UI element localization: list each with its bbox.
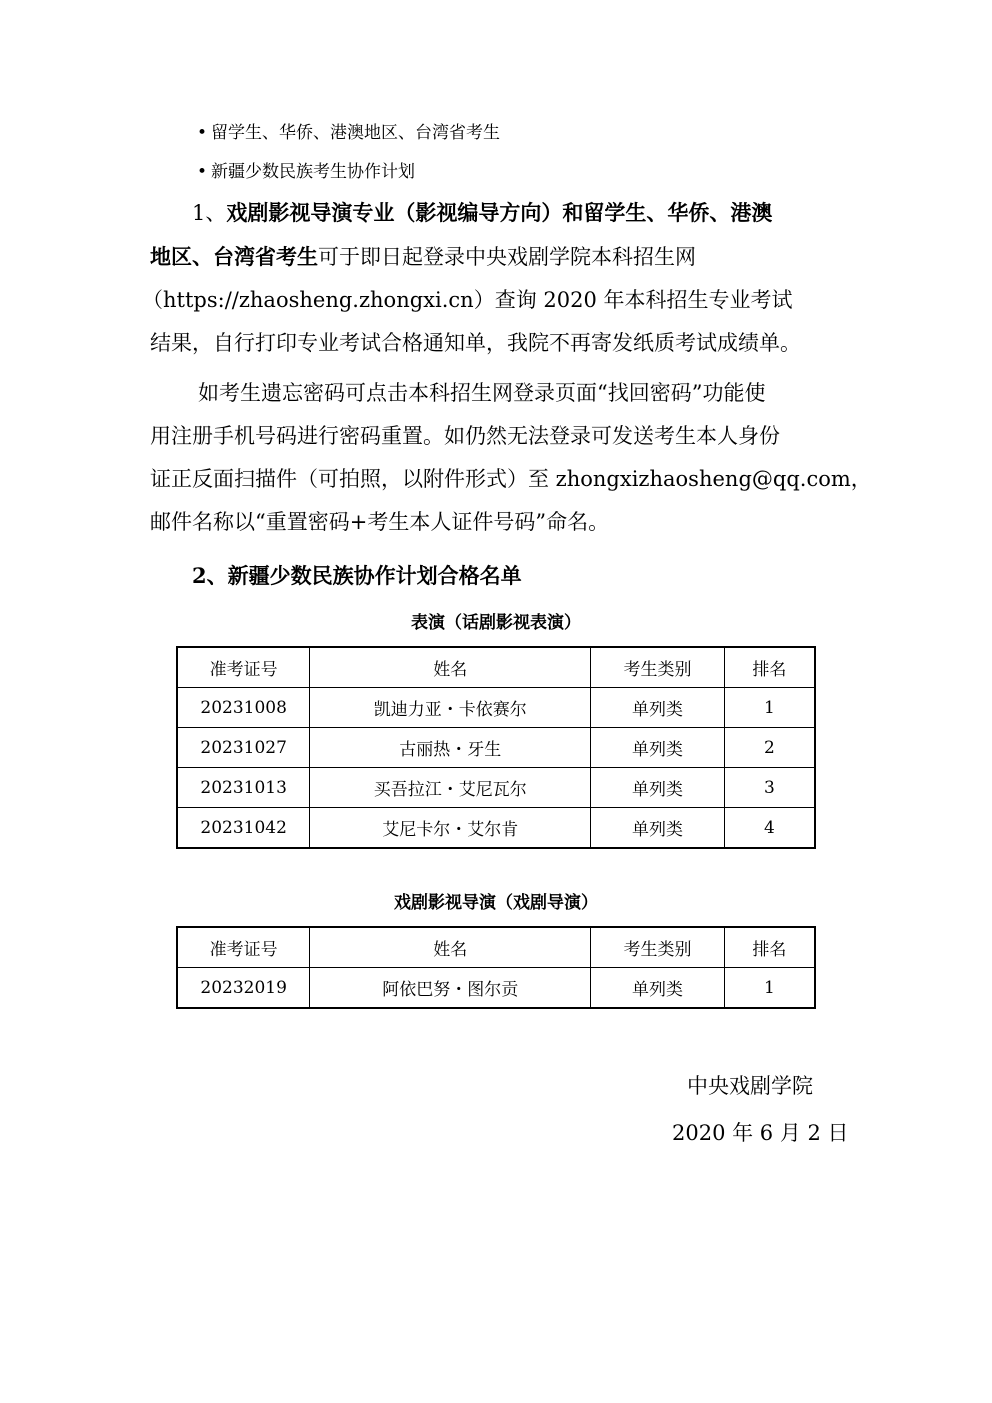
table-2 <box>176 926 816 1009</box>
header-exam-id: 准考证号 <box>177 647 310 688</box>
header-category: 考生类别 <box>591 927 725 968</box>
cell-exam-id: 20231042 <box>177 808 310 849</box>
password-line-3: 证正反面扫描件（可拍照，以附件形式）至 zhongxizhaosheng@qq.com， <box>150 467 872 491</box>
bullet-text: 留学生、华侨、港澳地区、台湾省考生 <box>211 123 500 143</box>
section-1-text-2: 可于即日起登录中央戏剧学院本科招生网 <box>318 245 696 269</box>
header-rank: 排名 <box>724 927 815 968</box>
cell-name: 古丽热・牙生 <box>310 728 591 768</box>
password-line-4: 邮件名称以“重置密码+考生本人证件号码”命名。 <box>150 510 610 534</box>
cell-rank: 1 <box>724 688 815 728</box>
header-name: 姓名 <box>310 927 591 968</box>
section-1-number: 1、 <box>192 201 227 225</box>
bullet-mark: • <box>197 123 208 143</box>
cell-name: 凯迪力亚・卡依赛尔 <box>310 688 591 728</box>
cell-rank: 2 <box>724 728 815 768</box>
password-line-1: 如考生遗忘密码可点击本科招生网登录页面“找回密码”功能使 <box>198 381 766 405</box>
signature-org: 中央戏剧学院 <box>687 1074 813 1098</box>
table-row <box>177 728 815 768</box>
cell-name: 艾尼卡尔・艾尔肯 <box>310 808 591 849</box>
table-row <box>177 768 815 808</box>
header-exam-id: 准考证号 <box>177 927 310 968</box>
section-2-heading: 2、新疆少数民族协作计划合格名单 <box>192 563 522 588</box>
table-row <box>177 968 815 1009</box>
cell-category: 单列类 <box>591 768 725 808</box>
header-name: 姓名 <box>310 647 591 688</box>
table-row <box>177 808 815 849</box>
section-1-line-3: （https://zhaosheng.zhongxi.cn）查询 2020 年本科招生专业考试 <box>142 288 793 312</box>
section-1-paragraph <box>142 191 842 365</box>
table-header-row <box>177 647 815 688</box>
cell-category: 单列类 <box>591 808 725 849</box>
table-2-caption: 戏剧影视导演（戏剧导演） <box>394 893 598 913</box>
section-1-line-1 <box>150 191 842 235</box>
cell-rank: 3 <box>724 768 815 808</box>
cell-rank: 1 <box>724 968 815 1009</box>
cell-exam-id: 20231013 <box>177 768 310 808</box>
table-row <box>177 688 815 728</box>
cell-name: 买吾拉江・艾尼瓦尔 <box>310 768 591 808</box>
cell-category: 单列类 <box>591 968 725 1009</box>
section-1-bold-1: 戏剧影视导演专业（影视编导方向）和留学生、华侨、港澳 <box>226 200 773 225</box>
table-header-row <box>177 927 815 968</box>
bullet-item <box>197 160 415 184</box>
cell-category: 单列类 <box>591 688 725 728</box>
table-1 <box>176 646 816 849</box>
header-rank: 排名 <box>724 647 815 688</box>
cell-category: 单列类 <box>591 728 725 768</box>
table-1-caption: 表演（话剧影视表演） <box>411 613 581 633</box>
cell-exam-id: 20232019 <box>177 968 310 1009</box>
section-1-bold-2: 地区、台湾省考生 <box>150 244 318 269</box>
header-category: 考生类别 <box>591 647 725 688</box>
section-1-line-4: 结果，自行打印专业考试合格通知单，我院不再寄发纸质考试成绩单。 <box>150 331 801 355</box>
cell-exam-id: 20231008 <box>177 688 310 728</box>
password-line-2: 用注册手机号码进行密码重置。如仍然无法登录可发送考生本人身份 <box>150 424 780 448</box>
bullet-mark: • <box>197 162 208 182</box>
bullet-item <box>197 121 500 145</box>
section-1-line-2 <box>150 235 842 279</box>
password-paragraph <box>150 372 872 544</box>
cell-exam-id: 20231027 <box>177 728 310 768</box>
cell-rank: 4 <box>724 808 815 849</box>
bullet-text: 新疆少数民族考生协作计划 <box>211 162 415 182</box>
signature-date: 2020 年 6 月 2 日 <box>672 1121 849 1145</box>
cell-name: 阿依巴努・图尔贡 <box>310 968 591 1009</box>
